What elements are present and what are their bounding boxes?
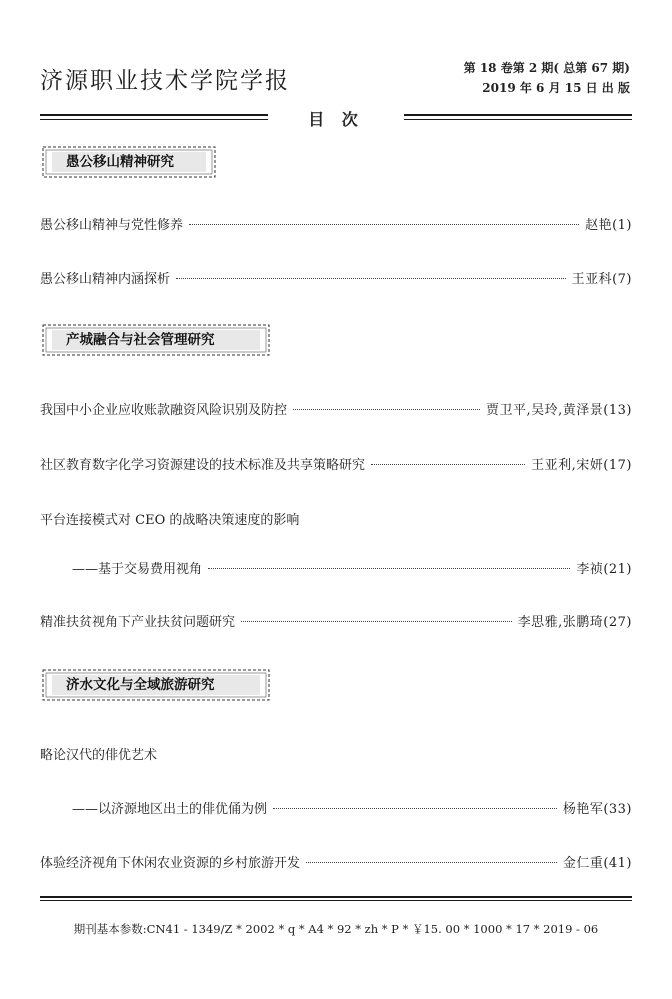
entry-author-page: 杨艳军(33) <box>562 802 632 817</box>
entry-title: 体验经济视角下休闲农业资源的乡村旅游开发 <box>40 856 301 871</box>
toc-entry[interactable] <box>40 611 632 631</box>
journal-parameters: 期刊基本参数:CN41 - 1349/Z * 2002 * q * A4 * 92 * zh * P * ￥15. 00 * 1000 * 17 * 2019 - 06 <box>73 922 599 936</box>
issue-info <box>464 58 630 98</box>
section-title: 济水文化与全域旅游研究 <box>52 675 260 695</box>
leader-dots <box>293 409 480 410</box>
footer-rule-thick <box>40 896 632 898</box>
section-title: 产城融合与社会管理研究 <box>52 330 260 350</box>
entry-subtitle: ——以济源地区出土的俳优俑为例 <box>72 802 268 817</box>
toc-entry[interactable] <box>40 399 632 419</box>
entry-author-page: 赵艳(1) <box>585 218 632 233</box>
section-header-1 <box>40 144 218 180</box>
entry-title: 社区教育数字化学习资源建设的技术标准及共享策略研究 <box>40 458 366 473</box>
entry-author-page: 王亚科(7) <box>571 272 632 287</box>
entry-title: 愚公移山精神内涵探析 <box>40 272 171 287</box>
toc-entry-title-line[interactable] <box>40 509 632 529</box>
entry-subtitle: ——基于交易费用视角 <box>72 562 203 577</box>
toc-entry[interactable] <box>40 852 632 872</box>
leader-dots <box>208 568 570 569</box>
leader-dots <box>306 862 557 863</box>
issue-volume: 第 18 卷第 2 期( 总第 67 期) <box>463 61 630 75</box>
entry-title: 略论汉代的俳优艺术 <box>40 748 158 763</box>
toc-heading: 目 次 <box>308 110 364 129</box>
entry-author-page: 金仁重(41) <box>562 856 632 871</box>
toc-entry[interactable] <box>40 268 632 288</box>
leader-dots <box>189 224 579 225</box>
toc-entry[interactable] <box>40 214 632 234</box>
entry-title: 愚公移山精神与党性修养 <box>40 218 184 233</box>
toc-entry-subtitle-line[interactable] <box>72 558 632 578</box>
toc-heading-bar <box>40 107 632 131</box>
entry-title: 平台连接模式对 CEO 的战略决策速度的影响 <box>40 513 300 528</box>
section-header-3 <box>40 667 272 703</box>
footer-rule-thin <box>40 900 632 901</box>
entry-author-page: 贾卫平,吴玲,黄泽景(13) <box>486 403 632 418</box>
section-header-2 <box>40 322 272 358</box>
toc-rule-right <box>404 114 632 120</box>
toc-entry-title-line[interactable] <box>40 744 632 764</box>
journal-title: 济源职业技术学院学报 <box>40 68 290 94</box>
section-title: 愚公移山精神研究 <box>52 152 206 172</box>
toc-entry-subtitle-line[interactable] <box>72 798 632 818</box>
entry-author-page: 王亚利,宋妍(17) <box>531 458 632 473</box>
entry-author-page: 李思雅,张鹏琦(27) <box>517 615 632 630</box>
leader-dots <box>371 464 525 465</box>
entry-title: 我国中小企业应收账款融资风险识别及防控 <box>40 403 288 418</box>
leader-dots <box>176 278 566 279</box>
leader-dots <box>241 621 512 622</box>
issue-date: 2019 年 6 月 15 日 出 版 <box>482 81 630 95</box>
entry-title: 精准扶贫视角下产业扶贫问题研究 <box>40 615 236 630</box>
entry-author-page: 李祯(21) <box>576 562 632 577</box>
toc-entry[interactable] <box>40 454 632 474</box>
leader-dots <box>273 808 557 809</box>
